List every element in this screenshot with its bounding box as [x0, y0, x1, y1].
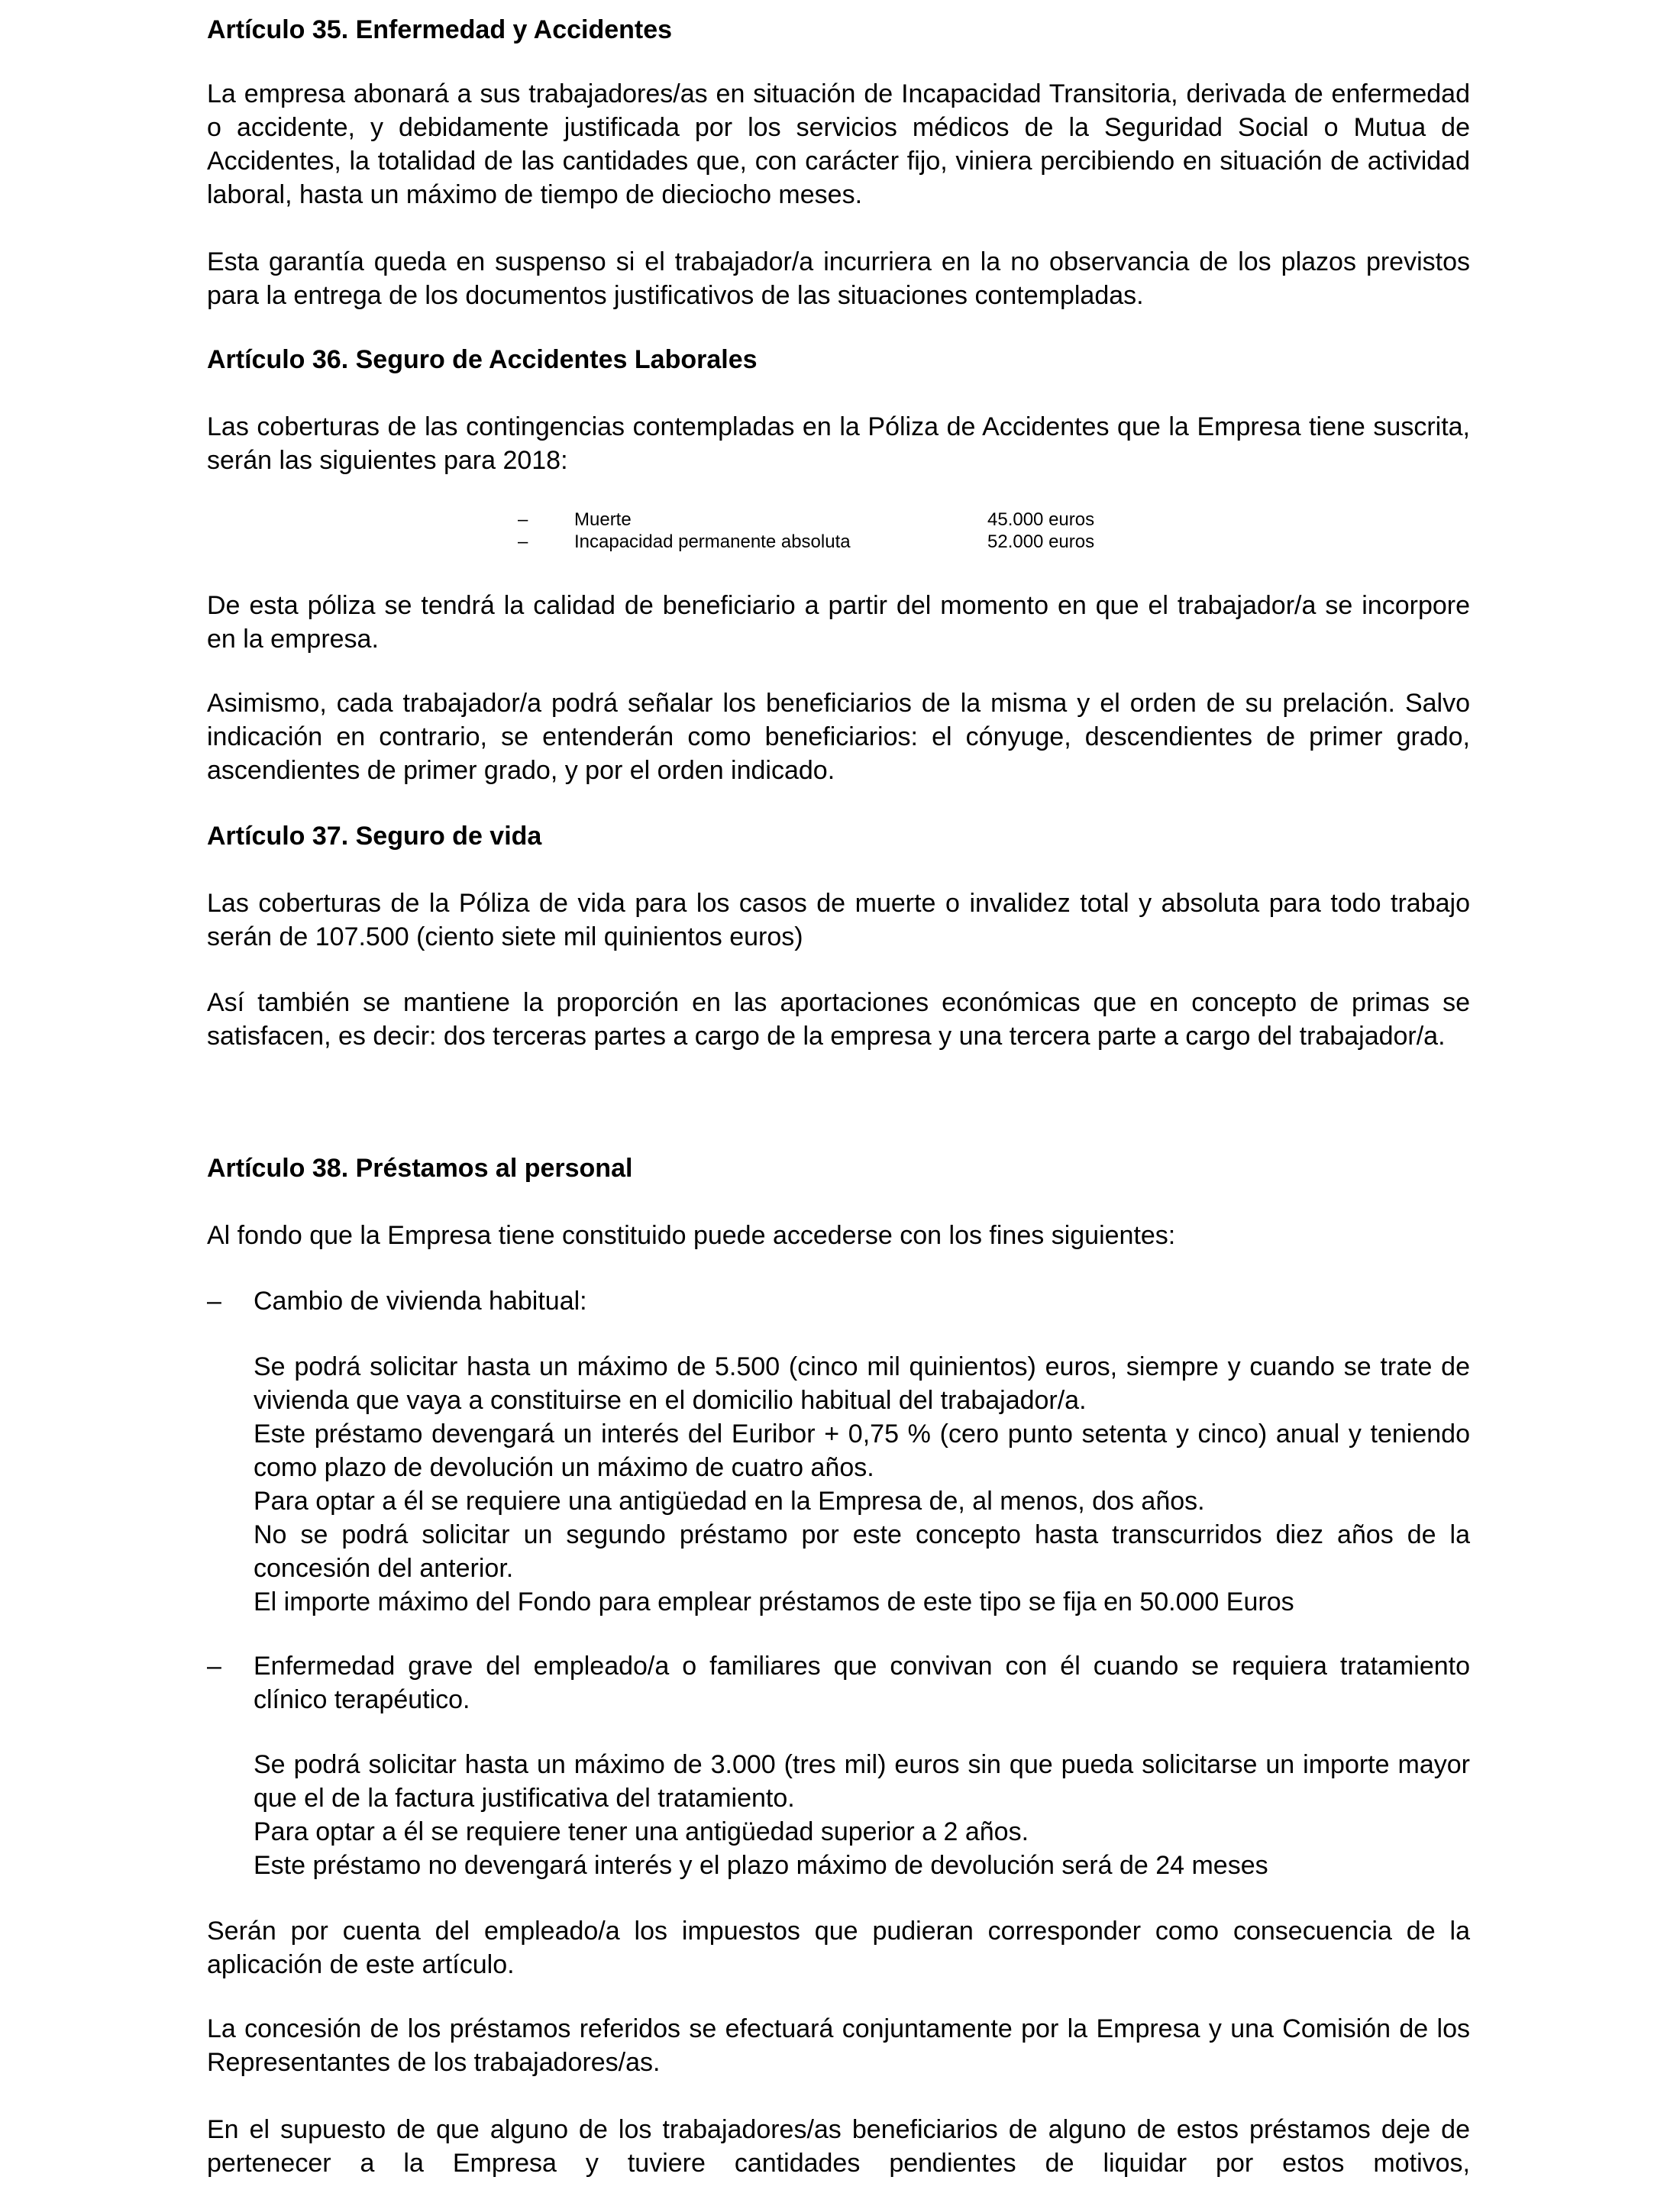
coverage-value: 45.000 euros [987, 509, 1095, 530]
article-35-paragraph: La empresa abonará a sus trabajadores/as en situación de Incapacidad Transitoria, derivada de enfermedad o accidente, y debidamente justificada por los servicios médicos de la Seguridad Social o Mutua de Accidentes, la totalidad de las cantidades que, con carácter fijo, viniera percibiendo en situación de actividad laboral, hasta un máximo de tiempo de dieciocho meses. [207, 79, 1470, 209]
list-dash: – [207, 1287, 221, 1316]
loan-type-title: Cambio de vivienda habitual: [254, 1287, 587, 1316]
loan-condition: Se podrá solicitar hasta un máximo de 3.000 (tres mil) euros sin que pueda solicitarse un importe mayor que el de la factura justificativa del tratamiento. [254, 1750, 1470, 1813]
article-36-paragraph: Asimismo, cada trabajador/a podrá señalar los beneficiarios de la misma y el orden de su prelación. Salvo indicación en contrario, se entenderán como beneficiarios: el cónyuge, descendientes de primer grado, ascendientes de primer grado, y por el orden indicado. [207, 689, 1470, 785]
coverage-value: 52.000 euros [987, 531, 1095, 552]
loan-condition: Este préstamo no devengará interés y el plazo máximo de devolución será de 24 meses [254, 1851, 1268, 1880]
coverage-label: Incapacidad permanente absoluta [574, 531, 851, 552]
loan-condition: El importe máximo del Fondo para emplear préstamos de este tipo se fija en 50.000 Euros [254, 1587, 1294, 1616]
loan-condition: Se podrá solicitar hasta un máximo de 5.500 (cinco mil quinientos) euros, siempre y cuando se trate de vivienda que vaya a constituirse en el domicilio habitual del trabajador/a. [254, 1352, 1470, 1415]
list-dash: – [207, 1652, 221, 1681]
article-38-paragraph: Al fondo que la Empresa tiene constituido puede accederse con los fines siguientes: [207, 1221, 1176, 1250]
article-37-paragraph: Así también se mantiene la proporción en las aportaciones económicas que en concepto de primas se satisfacen, es decir: dos terceras partes a cargo de la empresa y una tercera parte a cargo del trabajador/a. [207, 988, 1470, 1051]
article-37-paragraph: Las coberturas de la Póliza de vida para los casos de muerte o invalidez total y absoluta para todo trabajo serán de 107.500 (ciento siete mil quinientos euros) [207, 889, 1470, 951]
coverage-label: Muerte [574, 509, 632, 530]
article-35-heading: Artículo 35. Enfermedad y Accidentes [207, 15, 673, 44]
article-37-heading: Artículo 37. Seguro de vida [207, 822, 542, 851]
article-35-paragraph: Esta garantía queda en suspenso si el trabajador/a incurriera en la no observancia de los plazos previstos para la entrega de los documentos justificativos de las situaciones contempladas. [207, 247, 1470, 310]
loan-type-title: Enfermedad grave del empleado/a o familiares que convivan con él cuando se requiera tratamiento clínico terapéutico. [254, 1652, 1470, 1714]
article-36-paragraph: De esta póliza se tendrá la calidad de beneficiario a partir del momento en que el trabajador/a se incorpore en la empresa. [207, 591, 1470, 654]
article-36-heading: Artículo 36. Seguro de Accidentes Laborales [207, 345, 758, 374]
loan-condition: Este préstamo devengará un interés del Euribor + 0,75 % (cero punto setenta y cinco) anual y teniendo como plazo de devolución un máximo de cuatro años. [254, 1419, 1470, 1482]
list-dash: – [518, 531, 528, 552]
loan-condition: Para optar a él se requiere una antigüedad en la Empresa de, al menos, dos años. [254, 1487, 1205, 1516]
article-38-paragraph: En el supuesto de que alguno de los trabajadores/as beneficiarios de alguno de estos préstamos deje de pertenecer a la Empresa y tuviere cantidades pendientes de liquidar por estos motivos, [207, 2115, 1470, 2178]
loan-condition: Para optar a él se requiere tener una antigüedad superior a 2 años. [254, 1817, 1029, 1846]
article-36-paragraph: Las coberturas de las contingencias contempladas en la Póliza de Accidentes que la Empresa tiene suscrita, serán las siguientes para 2018: [207, 412, 1470, 475]
article-38-heading: Artículo 38. Préstamos al personal [207, 1154, 633, 1183]
article-38-paragraph: La concesión de los préstamos referidos se efectuará conjuntamente por la Empresa y una Comisión de los Representantes de los trabajadores/as. [207, 2014, 1470, 2077]
list-dash: – [518, 509, 528, 530]
loan-conditions [254, 1350, 1470, 1619]
loan-conditions [254, 1748, 1470, 1882]
article-38-paragraph: Serán por cuenta del empleado/a los impuestos que pudieran corresponder como consecuencia de la aplicación de este artículo. [207, 1917, 1470, 1979]
loan-condition: No se podrá solicitar un segundo préstamo por este concepto hasta transcurridos diez años de la concesión del anterior. [254, 1520, 1470, 1583]
